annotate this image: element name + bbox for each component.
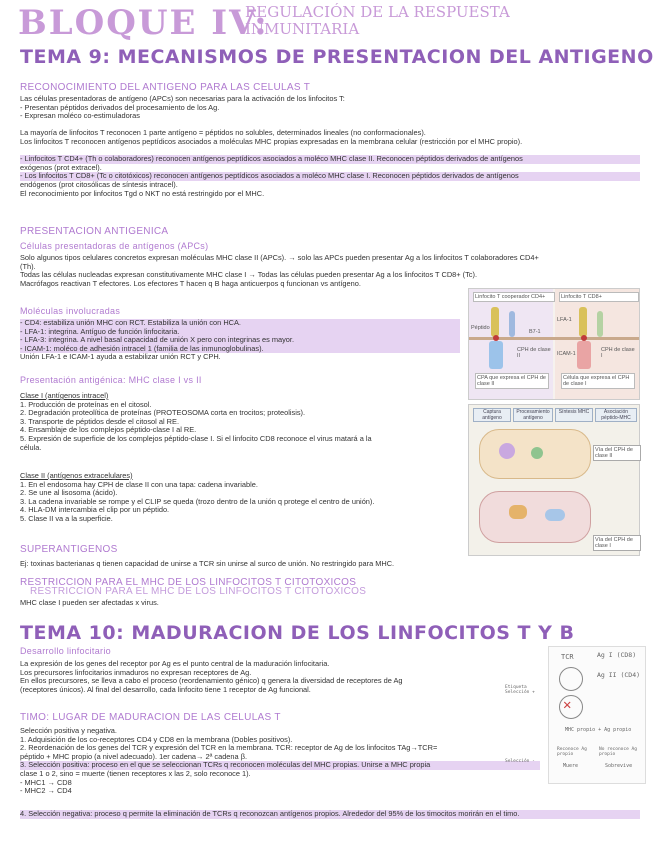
apcs-text: [20, 254, 640, 288]
label-cd4: Linfocito T cooperador CD4+: [473, 292, 555, 302]
text-line: - Los linfocitos T CD8+ (Tc o citotóxicos) reconocen antígenos peptídicos asociados a moléco MHC clase I. Reconocen péptidos derivados de antígenos: [20, 172, 640, 181]
sketch-label-sobrevive: Sobrevive: [605, 763, 633, 769]
text-line: 2. Degradación proteolítica de proteínas (PROTEOSOMA corta en trocitos; proteolisis).: [20, 408, 306, 418]
vesicle-shape: [531, 447, 543, 459]
sketch-label-ag2: Ag II (CD4): [597, 671, 641, 679]
text-line: 5. Clase II va a la superficie.: [20, 513, 113, 523]
sketch-cell: [559, 667, 583, 691]
bloque-subtitle: REGULACIÓN DE LA RESPUESTA INMUNITARIA: [245, 3, 510, 38]
clase2-text: [20, 472, 470, 524]
text-line: Las células presentadoras de antígeno (APCs) son necesarias para la activación de los linfocitos T:: [20, 94, 345, 103]
subheading-apcs: Células presentadoras de antígenos (APCs): [20, 241, 209, 251]
seleccion-negativa-text: [20, 810, 640, 819]
text-line: - Presentan péptidos derivados del procesamiento de los Ag.: [20, 102, 220, 112]
text-line: 4. HLA-DM intercambia el clip por un péptido.: [20, 505, 170, 515]
text-line: - CD4: estabiliza unión MHC con RCT. Estabiliza la unión con HCA.: [20, 319, 460, 328]
subheading-mhc: Presentación antigénica: MHC clase I vs II: [20, 375, 202, 385]
sketch-label-sel-neg: Selección -: [505, 759, 535, 764]
cell-lower: [479, 491, 591, 543]
cd8-shape: [597, 311, 603, 337]
text-line: - LFA-3: integrina. A nivel basal capacidad de unión X pero con integrinas es mayor.: [20, 336, 460, 345]
clase1-text: [20, 392, 460, 452]
sketch-cross-icon: ✕: [563, 697, 572, 713]
text-line: Los linfocitos T reconocen antígenos peptídicos asociados a moléculas MHC propias expresadas en la membrana celular (restricción por el MHC propio).: [20, 136, 523, 146]
text-line: El reconocimiento por linfocitos Tgd o NKT no está restringido por el MHC.: [20, 188, 265, 198]
tema10-title: TEMA 10: MADURACION DE LOS LINFOCITOS T Y B: [20, 622, 575, 644]
text-line: célula.: [20, 442, 42, 452]
text-line: La mayoría de linfocitos T reconocen 1 parte antígeno = péptidos no solubles, determinados lineales (no conformacionales).: [20, 128, 426, 138]
er-shape: [545, 509, 565, 521]
text-line: - LFA-1: integrina. Antíguo de función linfocitaria.: [20, 328, 460, 337]
endosome-shape: [499, 443, 515, 459]
text-line: clase 1 o 2, sino = muerte (tienen receptores x las 2, solo reconoce 1).: [20, 768, 251, 778]
reconocimiento-text: [20, 95, 640, 198]
figure-cd4-cd8: [468, 288, 640, 400]
text-line: La expresión de los genes del receptor por Ag es el punto central de la maduración linfocitaria.: [20, 659, 330, 668]
text-line: Los precursores linfocitarios inmaduros no expresan receptores de Ag.: [20, 667, 252, 677]
text-line: exógenos (prot extracel).: [20, 162, 102, 172]
sketch-label-muere: Muere: [563, 763, 579, 769]
sketch-label-no-reconoce: No reconoce Ag propio: [599, 747, 637, 757]
clase1-title: Clase I (antígenos intracel): [20, 391, 109, 400]
sketch-label-sel-pos: Etiqueta Selección +: [505, 685, 535, 695]
text-line: 1. Producción de proteínas en el citosol.: [20, 399, 152, 409]
heading-superantigenos: SUPERANTIGENOS: [20, 544, 118, 555]
label-cd8: Linfocito T CD8+: [559, 292, 639, 302]
heading-restriccion-shadow: RESTRICCION PARA EL MHC DE LOS LINFOCITOS T CITOTOXICOS: [30, 586, 367, 597]
text-line: - MHC1 → CD8: [20, 777, 72, 787]
peptide-dot: [581, 335, 587, 341]
block-procesamiento: Procesamiento antígeno: [513, 408, 553, 422]
text-line: 4. Selección negativa: proceso q permite la eliminación de TCRs q reconozcan antígenos propios. Alrededor del 95% de los timocitos morirán en el timo.: [20, 810, 640, 819]
text-line: 4. Ensamblaje de los complejos péptido-clase I al RE.: [20, 425, 197, 435]
tag-b7: B7-1: [529, 329, 541, 335]
text-line: Selección positiva y negativa.: [20, 726, 117, 735]
text-line: - Linfocitos T CD4+ (Th o colaboradores) reconocen antígenos peptídicos asociados a moléco MHC clase II. Reconocen péptidos derivados de antígenos: [20, 155, 640, 164]
restriccion-text: MHC clase I pueden ser afectadas x virus.: [20, 598, 159, 607]
text-line: 2. Se une al lisosoma (ácido).: [20, 488, 118, 498]
block-captura: Captura antígeno: [473, 408, 511, 422]
tag-peptido: Péptido: [471, 325, 490, 331]
text-line: (Th).: [20, 261, 36, 271]
subheading-moleculas: Moléculas involucradas: [20, 306, 121, 316]
text-line: Macrófagos reactivan T efectores. Los efectores T hacen q B haga anticuerpos q funcionan vs antígeno.: [20, 278, 361, 288]
text-line: Unión LFA-1 e ICAM-1 ayuda a estabilizar unión RCT y CPH.: [20, 352, 221, 362]
tag-cph2: CPH de clase II: [517, 347, 551, 359]
label-cell: Célula que expresa el CPH de clase I: [561, 373, 635, 389]
moleculas-text: [20, 319, 460, 362]
tag-cph1: CPH de clase I: [601, 347, 635, 359]
label-via-ii: Vía del CPH de clase II: [593, 445, 641, 461]
text-line: - Expresan moléco co-estimuladoras: [20, 111, 140, 121]
tcr-shape: [491, 307, 499, 337]
tcr-shape: [579, 307, 587, 337]
text-line: Solo algunos tipos celulares concretos expresan moléculas MHC clase II (APCs). → solo las APCs pueden presentar Ag a los linfocitos T colaboradores CD4+: [20, 253, 539, 262]
label-via-i: Vía del CPH de clase I: [593, 535, 641, 551]
sketch-label-tcr: TCR: [561, 653, 574, 661]
text-line: - ICAM-1: moléco de adhesión intracel 1 (familia de las inmunoglobulinas).: [20, 345, 460, 354]
text-line: 1. En el endosoma hay CPH de clase II con una tapa: cadena invariable.: [20, 479, 258, 489]
text-line: péptido + MHC propio (a nivel adecuado). 1er cadena→ 2ª cadena β.: [20, 751, 247, 761]
text-line: 2. Reordenación de los genes del TCR y expresión del TCR en la membrana. TCR: receptor de Ag de los linfocitos TAg→TCR=: [20, 743, 438, 753]
subheading-desarrollo: Desarrollo linfocitario: [20, 646, 111, 656]
cd4-shape: [509, 311, 515, 337]
sketch-label-mhc: MHC propio + Ag propio: [565, 727, 632, 733]
figure-mhc-pathways: [468, 404, 640, 556]
text-line: - MHC2 → CD4: [20, 786, 72, 796]
sketch-label-reconoce: Reconoce Ag propio: [557, 747, 587, 757]
bloque-title: BLOQUE IV:: [18, 3, 269, 43]
block-sintesis: Síntesis MHC: [555, 408, 593, 422]
timo-text: [20, 727, 540, 796]
clase2-title: Clase II (antígenos extracelulares): [20, 471, 133, 480]
text-line: 3. Transporte de péptidos desde el citosol al RE.: [20, 416, 179, 426]
mhc2-shape: [489, 341, 503, 369]
text-line: endógenos (prot citosólicas de síntesis intracel).: [20, 179, 178, 189]
tema9-title: TEMA 9: MECANISMOS DE PRESENTACION DEL ANTIGENO: [20, 46, 654, 68]
heading-reconocimiento: RECONOCIMIENTO DEL ANTIGENO PARA LAS CELULAS T: [20, 82, 311, 93]
text-line: Todas las células nucleadas expresan constitutivamente MHC clase I → Todas las células pueden presentar Ag a los linfocitos T CD8+ (Tc).: [20, 270, 478, 280]
text-line: 1. Adquisición de los co-receptores CD4 y CD8 en la membrana (Dobles positivos).: [20, 734, 293, 744]
heading-restriccion: RESTRICCION PARA EL MHC DE LOS LINFOCITOS T CITOTOXICOS: [20, 577, 357, 588]
desarrollo-text: [20, 660, 540, 694]
text-line: 3. Selección positiva: proceso en el que se seleccionan TCRs q reconocen moléculas del MHC propias. Unirse a MHC propia: [20, 761, 540, 770]
figure-seleccion-sketch: [505, 646, 646, 784]
tag-icam1: ICAM-1: [557, 351, 576, 357]
proteasome-shape: [509, 505, 527, 519]
label-apc: CPA que expresa el CPH de clase II: [475, 373, 549, 389]
text-line: En ellos precursores, se lleva a cabo el proceso (reordenamiento génico) q genera la diversidad de receptores de Ag: [20, 676, 403, 686]
sketch-label-ag1: Ag I (CD8): [597, 651, 637, 659]
mhc1-shape: [577, 341, 591, 369]
heading-timo: TIMO: LUGAR DE MADURACION DE LAS CELULAS T: [20, 712, 281, 723]
peptide-dot: [493, 335, 499, 341]
superantigenos-text: Ej: toxinas bacterianas q tienen capacidad de unirse a TCR sin unirse al surco de unión. No restringido para MHC.: [20, 559, 395, 568]
tag-lfa1: LFA-1: [557, 317, 572, 323]
text-line: 3. La cadena invariable se rompe y el CLIP se queda (trozo dentro de la unión q protege el centro de unión).: [20, 496, 375, 506]
text-line: (receptores únicos). Al final del desarrollo, cada linfocito tiene 1 receptor de Ag funcional.: [20, 684, 311, 694]
heading-presentacion: PRESENTACION ANTIGENICA: [20, 226, 169, 237]
text-line: 5. Expresión de superficie de los complejos péptido-clase I. Si el linfocito CD8 reconoce el virus matará a la: [20, 433, 372, 443]
block-asociacion: Asociación péptido-MHC: [595, 408, 637, 422]
